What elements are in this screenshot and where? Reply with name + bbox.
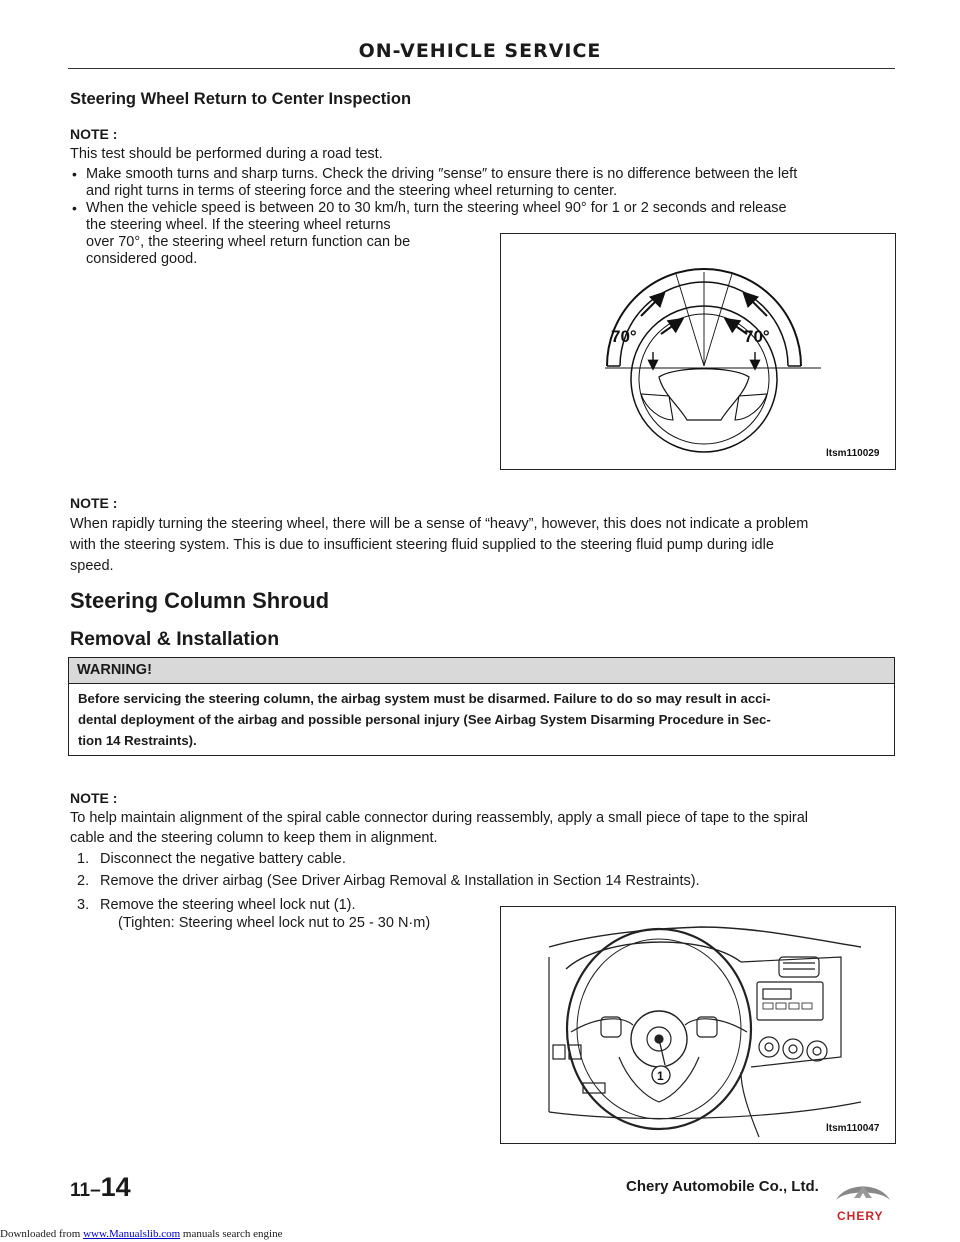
figure-steering-wheel-lock-nut <box>500 906 896 1144</box>
warning-line: tion 14 Restraints). <box>78 733 197 748</box>
note-2-line-2: with the steering system. This is due to insufficient steering fluid supplied to the steering fluid pump during idle <box>70 537 774 553</box>
note-2-line-1: When rapidly turning the steering wheel, there will be a sense of “heavy”, however, this does not indicate a problem <box>70 516 809 532</box>
warning-line: dental deployment of the airbag and possible personal injury (See Airbag System Disarming Procedure in Sec- <box>78 712 771 727</box>
download-source-label: Downloaded from <box>0 1228 81 1240</box>
note-intro: This test should be performed during a road test. <box>70 146 383 162</box>
figure-code: ltsm110047 <box>826 1123 880 1134</box>
steering-wheel-diagram <box>501 234 895 469</box>
section-heading-column-shroud: Steering Column Shroud <box>70 588 330 613</box>
note-label: NOTE : <box>70 790 118 806</box>
step-number: 2. <box>77 873 90 889</box>
manualslib-link[interactable]: www.Manualslib.com <box>83 1228 181 1240</box>
step-2-text: Remove the driver airbag (See Driver Airbag Removal & Installation in Section 14 Restraints). <box>100 873 700 889</box>
company-name: Chery Automobile Co., Ltd. <box>626 1178 819 1195</box>
chery-logo-icon <box>832 1170 894 1232</box>
callout-number: 1 <box>657 1069 664 1083</box>
bullet-2-line-2: the steering wheel. If the steering wheel returns <box>86 217 391 233</box>
bullet-marker: • <box>72 166 77 182</box>
figure-steering-wheel-return <box>500 233 896 470</box>
wheel-hub <box>659 369 749 420</box>
warning-line: Before servicing the steering column, the airbag system must be disarmed. Failure to do so may result in acci- <box>78 691 771 706</box>
warning-title: WARNING! <box>77 662 152 678</box>
warning-box <box>68 657 895 756</box>
header-divider <box>68 68 895 69</box>
download-tagline: manuals search engine <box>182 1228 283 1240</box>
note-3-line-2: cable and the steering column to keep them in alignment. <box>70 830 438 846</box>
warning-header <box>69 658 894 684</box>
angle-label-right: 70° <box>744 327 770 346</box>
bullet-1-line-1: Make smooth turns and sharp turns. Check the driving ″sense″ to ensure there is no difference between the left <box>86 166 798 182</box>
bullet-2-line-1: When the vehicle speed is between 20 to 30 km/h, turn the steering wheel 90° for 1 or 2 seconds and release <box>86 200 787 216</box>
note-2-line-3: speed. <box>70 558 114 574</box>
page-number-prefix: 11– <box>70 1180 101 1201</box>
step-number: 1. <box>77 851 90 867</box>
brand-text: CHERY <box>837 1209 884 1223</box>
page-number <box>70 1172 131 1203</box>
step-3-text: Remove the steering wheel lock nut (1). <box>100 897 356 913</box>
bullet-1-line-2: and right turns in terms of steering force and the steering wheel returning to center. <box>86 183 618 199</box>
bullet-2-line-3: over 70°, the steering wheel return function can be <box>86 234 411 250</box>
note-label: NOTE : <box>70 495 118 511</box>
warning-text <box>78 688 883 751</box>
page-header-title: ON-VEHICLE SERVICE <box>358 40 602 62</box>
subheading-removal-installation: Removal & Installation <box>70 628 280 650</box>
angle-label-left: 70° <box>611 327 637 346</box>
figure-code: ltsm110029 <box>826 448 880 459</box>
note-3-line-1: To help maintain alignment of the spiral cable connector during reassembly, apply a small piece of tape to the spiral <box>70 810 809 826</box>
section-heading-return-inspection: Steering Wheel Return to Center Inspection <box>70 90 412 108</box>
step-3-torque-spec: (Tighten: Steering wheel lock nut to 25 - 30 N·m) <box>118 915 431 931</box>
bullet-2-line-4: considered good. <box>86 251 198 267</box>
bullet-marker: • <box>72 200 77 216</box>
download-footer <box>0 1228 282 1240</box>
chery-logo <box>832 1170 894 1232</box>
step-number: 3. <box>77 897 90 913</box>
page-number-value: 14 <box>100 1172 131 1202</box>
step-1-text: Disconnect the negative battery cable. <box>100 851 346 867</box>
dashboard-drawing <box>501 907 895 1143</box>
note-label: NOTE : <box>70 126 118 142</box>
